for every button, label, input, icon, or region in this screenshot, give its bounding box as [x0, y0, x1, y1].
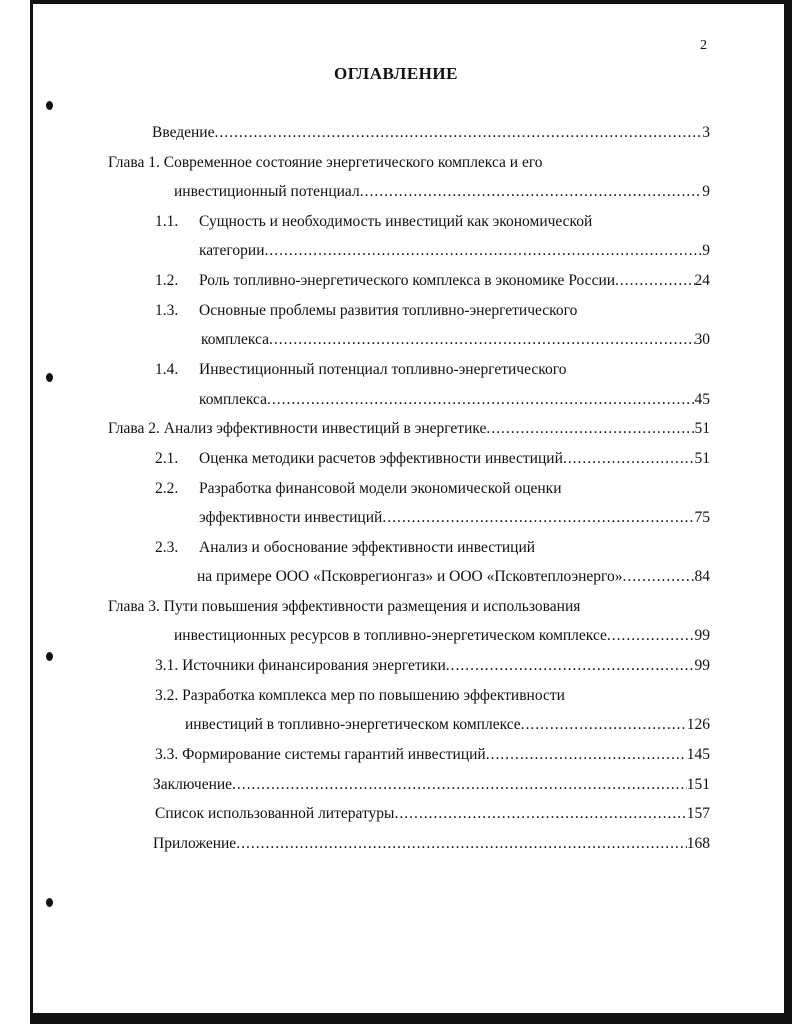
toc-entry-3-2: 3.2. Разработка комплекса мер по повышению эффективности — [155, 687, 565, 704]
toc-entry-chapter-2: Глава 2. Анализ эффективности инвестиций в энергетике ..... 51 — [108, 418, 710, 440]
toc-entry-2-2: 2.2. Разработка финансовой модели экономической оценки — [155, 480, 562, 497]
punch-hole — [46, 101, 53, 110]
toc-entry-chapter-3-cont: инвестиционных ресурсов в топливно-энергетическом комплексе ..... 99 — [174, 625, 710, 647]
toc-entry-2-2-cont: эффективности инвестиций ..... 75 — [199, 507, 710, 529]
punch-hole — [46, 898, 53, 907]
toc-entry-2-3: 2.3. Анализ и обоснование эффективности инвестиций — [155, 539, 536, 556]
toc-entry-1-1-cont: категории ..... 9 — [199, 240, 710, 262]
toc-entry-2-3-cont: на примере ООО «Псковрегионгаз» и ООО «Псковтеплоэнерго» ..... 84 — [197, 566, 710, 588]
toc-entry-bibliography: Список использованной литературы ..... 157 — [155, 803, 710, 825]
scan-border-left — [30, 0, 33, 1024]
page-title: ОГЛАВЛЕНИЕ — [334, 64, 458, 83]
toc-entry-1-2: 1.2. Роль топливно-энергетического комплекса в экономике России ..... 24 — [155, 270, 710, 292]
toc-entry-1-1: 1.1. Сущность и необходимость инвестиций как экономической — [155, 213, 593, 230]
toc-entry-2-1: 2.1. Оценка методики расчетов эффективности инвестиций ..... 51 — [155, 448, 710, 470]
toc-entry-1-3-cont: комплекса ..... 30 — [201, 329, 710, 351]
toc-entry-1-4-cont: комплекса ..... 45 — [199, 389, 710, 411]
toc-entry-1-4: 1.4. Инвестиционный потенциал топливно-энергетического — [155, 361, 567, 378]
toc-entry-3-1: 3.1. Источники финансирования энергетики ..... 99 — [155, 655, 710, 677]
scan-border-bottom — [30, 1013, 792, 1024]
toc-entry-chapter-1: Глава 1. Современное состояние энергетического комплекса и его — [108, 154, 543, 171]
toc-entry-chapter-1-cont: инвестиционный потенциал ..... 9 — [174, 181, 710, 203]
scan-border-right — [784, 0, 792, 1024]
toc-entry-conclusion: Заключение ..... 151 — [153, 774, 710, 796]
page-number: 2 — [700, 38, 707, 53]
toc-entry-1-3: 1.3. Основные проблемы развития топливно-энергетического — [155, 302, 578, 319]
toc-entry-intro: Введение ..... 3 — [152, 122, 710, 144]
punch-hole — [46, 373, 53, 382]
toc-entry-chapter-3: Глава 3. Пути повышения эффективности размещения и использования — [108, 598, 581, 615]
scan-border-top — [30, 0, 792, 4]
toc-entry-3-3: 3.3. Формирование системы гарантий инвестиций ..... 145 — [155, 744, 710, 766]
punch-hole — [46, 652, 53, 661]
toc-entry-3-2-cont: инвестиций в топливно-энергетическом комплексе ..... 126 — [185, 714, 710, 736]
toc-entry-appendix: Приложение ..... 168 — [153, 833, 710, 855]
